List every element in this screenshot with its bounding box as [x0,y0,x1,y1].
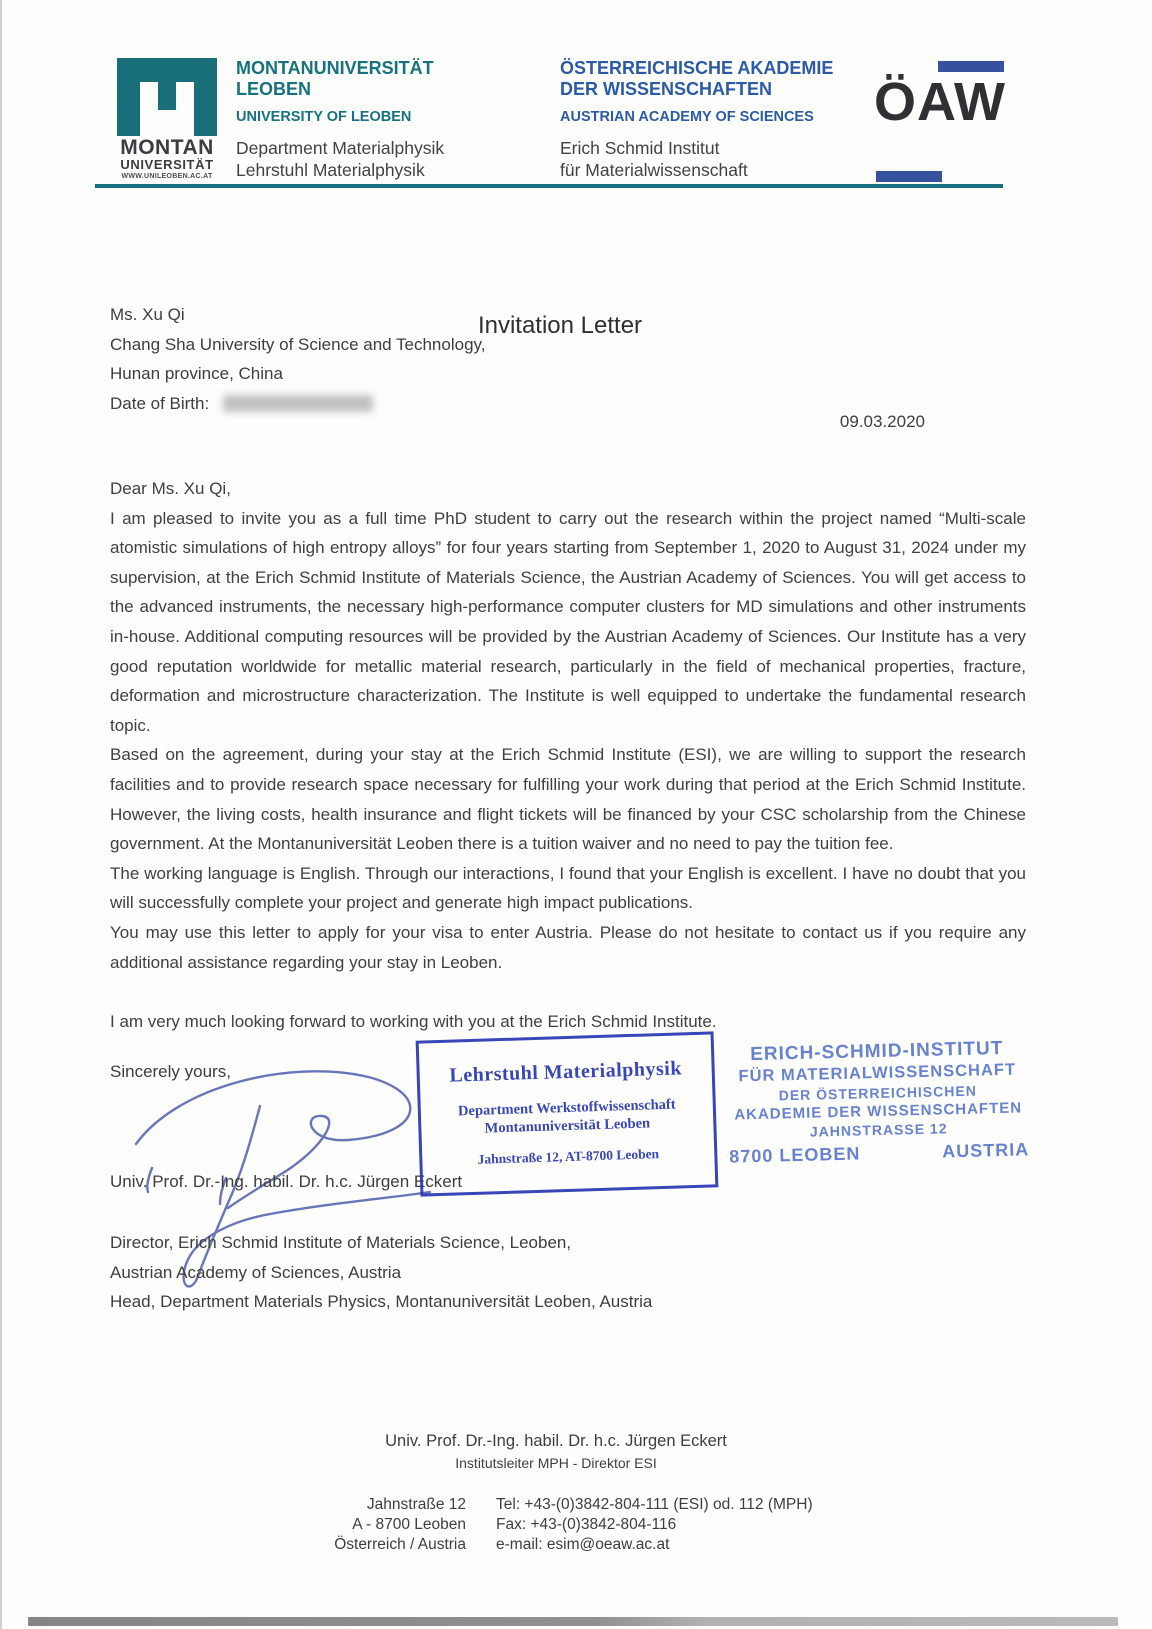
institute-stamp-line1: ERICH-SCHMID-INSTITUT [749,1037,1004,1066]
montan-m-icon [117,58,217,136]
oeaw-dept-line1: Erich Schmid Institut [560,138,720,158]
oeaw-title-line2: DER WISSENSCHAFTEN [560,79,773,99]
page-title: Invitation Letter [477,312,643,339]
credential-line2: Austrian Academy of Sciences, Austria [110,1262,402,1282]
montan-logo-name: MONTAN [120,136,214,159]
dob-label: Date of Birth: [110,393,210,413]
closing-line: I am very much looking forward to working with you at the Erich Schmid Institute. [110,1012,717,1032]
oeaw-logo-text: ÖAW [874,72,1006,132]
recipient-name: Ms. Xu Qi [110,305,185,324]
institute-stamp-line4: AKADEMIE DER WISSENSCHAFTEN [734,1099,1023,1124]
footer-address-line3: Österreich / Austria [334,1536,466,1553]
oeaw-title-line1: ÖSTERREICHISCHE AKADEMIE [560,58,834,78]
oeaw-logo-bar-bottom [876,171,942,182]
institute-stamp [725,1036,1032,1167]
signatory-name: Univ. Prof. Dr.-Ing. habil. Dr. h.c. Jürgen Eckert [110,1172,463,1191]
scan-edge-left [0,0,2,1629]
header-oeaw-block [560,58,833,181]
paragraph-4: You may use this letter to apply for your visa to enter Austria. Please do not hesitate to contact us if you require any additional assistance regarding your stay in Leoben. [110,922,1026,972]
footer-address-line1: Jahnstraße 12 [366,1496,466,1513]
montan-logo-subname: UNIVERSITÄT [120,157,214,172]
credentials-block [110,1228,652,1317]
montan-logo-url: WWW.UNILEOBEN.AC.AT [121,173,213,180]
oeaw-subtitle: AUSTRIAN ACADEMY OF SCIENCES [560,109,814,125]
oeaw-logo-bar-top [938,61,1004,72]
oeaw-logo [872,58,1004,184]
header-montan-block [236,58,444,181]
header-divider [95,184,1003,188]
montan-title-line2: LEOBEN [236,79,312,99]
paragraph-3: The working language is English. Through our interactions, I found that your English is excellent. I have no doubt that you will successfully complete your project and generate high impact publications. [110,863,1026,913]
department-stamp-line3: Montanuniversität Leoben [484,1115,651,1137]
footer-contact-fax: Fax: +43-(0)3842-804-116 [496,1516,677,1533]
footer-contact-tel: Tel: +43-(0)3842-804-111 (ESI) od. 112 (MPH) [496,1496,813,1513]
credential-line3: Head, Department Materials Physics, Montanuniversität Leoben, Austria [110,1292,653,1311]
montanuniversitaet-logo [114,58,220,181]
footer-contact-email: e-mail: esim@oeaw.ac.at [496,1536,670,1553]
recipient-location: Hunan province, China [110,364,283,383]
institute-stamp-line2: FÜR MATERIALWISSENSCHAFT [738,1060,1017,1086]
dob-redacted-value [223,395,373,412]
letter-body [110,474,1026,1037]
department-stamp-line2: Department Werkstoffwissenschaft [457,1096,676,1120]
letter-date: 09.03.2020 [839,412,925,431]
montan-title-line1: MONTANUNIVERSITÄT [236,58,434,78]
recipient-university: Chang Sha University of Science and Technology, [110,334,486,354]
scan-bottom-bar [28,1617,1118,1626]
institute-stamp-line3: DER ÖSTERREICHISCHEN [778,1082,978,1104]
institute-stamp-country: AUSTRIA [941,1139,1030,1162]
paragraph-2: Based on the agreement, during your stay at the Erich Schmid Institute (ESI), we are willing to support the research facilities and to provide research space necessary for fulfilling your work during that period at the Erich Schmid Institute. However, the living costs, health insurance and flight tickets will be financed by your CSC scholarship from the Chinese government. At the Montanuniversität Leoben there is a tuition waiver and no need to pay the tuition fee. [110,745,1026,854]
footer-role: Institutsleiter MPH - Direktor ESI [455,1455,657,1471]
paragraph-1: I am pleased to invite you as a full time PhD student to carry out the research within the project named “Multi-scale atomistic simulations of high entropy alloys” for four years starting from September 1, 2020 to August 31, 2024 under my supervision, at the Erich Schmid Institute of Materials Science, the Austrian Academy of Sciences. You will get access to the advanced instruments, the necessary high-performance computer clusters for MD simulations and other instruments in-house. Additional computing resources will be provided by the Austrian Academy of Sciences. Our Institute has a very good reputation worldwide for metallic material research, particularly in the field of mechanical properties, fracture, deformation and microstructure characterization. The Institute is well equipped to undertake the fundamental research topic. [110,508,1026,735]
department-stamp-line4: Jahnstraße 12, AT-8700 Leoben [477,1146,660,1167]
footer-contact [496,1495,896,1555]
footer-address-line2: A - 8700 Leoben [352,1516,466,1533]
montan-subtitle: UNIVERSITY OF LEOBEN [236,109,412,125]
salutation: Dear Ms. Xu Qi, [110,479,231,498]
footer-block [0,1432,1112,1555]
recipient-block [110,300,486,418]
department-stamp-line1: Lehrstuhl Materialphysik [449,1057,683,1087]
footer-address [216,1495,466,1555]
footer-name: Univ. Prof. Dr.-Ing. habil. Dr. h.c. Jürgen Eckert [385,1432,727,1450]
montan-dept-line2: Lehrstuhl Materialphysik [236,160,425,180]
montan-dept-line1: Department Materialphysik [236,138,445,158]
department-stamp [416,1031,719,1196]
institute-stamp-city: 8700 LEOBEN [729,1143,861,1167]
credential-line1: Director, Erich Schmid Institute of Materials Science, Leoben, [110,1233,572,1252]
institute-stamp-line5: JAHNSTRASSE 12 [809,1120,948,1140]
oeaw-dept-line2: für Materialwissenschaft [560,160,748,180]
valediction: Sincerely yours, [110,1062,231,1081]
recipient-dob-row [110,389,486,419]
